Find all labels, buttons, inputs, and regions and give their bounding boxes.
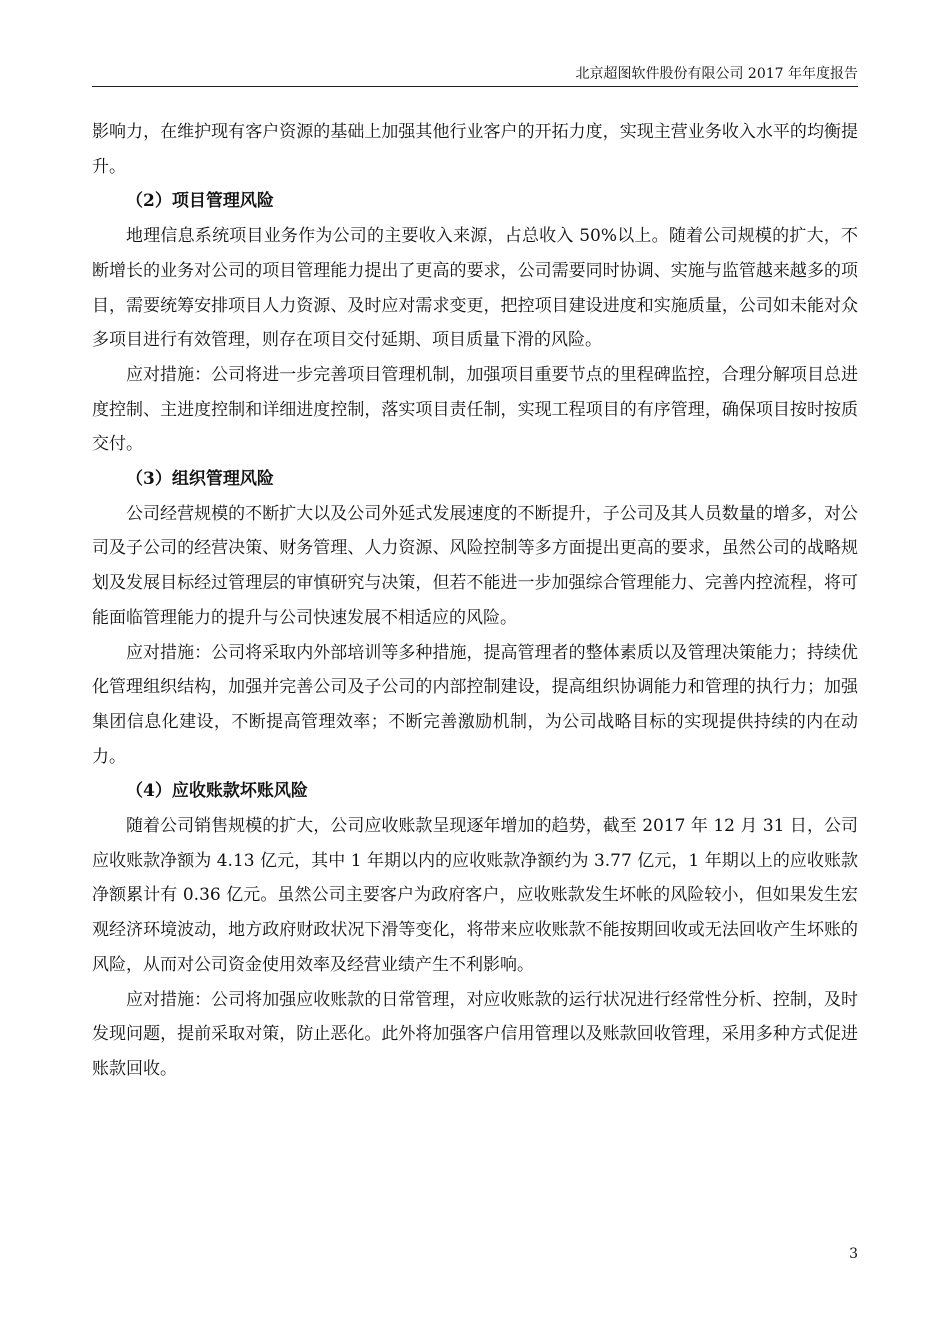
document-body xyxy=(92,115,858,1087)
report-title: 北京超图软件股份有限公司 2017 年年度报告 xyxy=(575,66,858,82)
paragraph-organization-management-measures: 应对措施：公司将采取内外部培训等多种措施，提高管理者的整体素质以及管理决策能力；持续优化管理组织结构，加强并完善公司及子公司的内部控制建设，提高组织协调能力和管理的执行力；加强集团信息化建设，不断提高管理效率；不断完善激励机制，为公司战略目标的实现提供持续的内在动力。 xyxy=(92,642,858,767)
paragraph-project-management-measures: 应对措施：公司将进一步完善项目管理机制，加强项目重要节点的里程碑监控，合理分解项目总进度控制、主进度控制和详细进度控制，落实项目责任制，实现工程项目的有序管理，确保项目按时按质交付。 xyxy=(92,364,858,455)
paragraph-receivables-bad-debt-risk: 随着公司销售规模的扩大，公司应收账款呈现逐年增加的趋势，截至 2017 年 12 月 31 日，公司应收账款净额为 4.13 亿元，其中 1 年期以内的应收账款净额约为 3.77 亿元，1 年期以上的应收账款净额累计有 0.36 亿元。虽然公司主要客户为政府客户，应收账款发生坏帐的风险较小，但如果发生宏观经济环境波动，地方政府财政状况下滑等变化，将带来应收账款不能按期回收或无法回收产生坏账的风险，从而对公司资金使用效率及经营业绩产生不利影响。 xyxy=(92,816,858,975)
section-heading-project-management-risk: （2）项目管理风险 xyxy=(126,191,274,212)
section-heading-receivables-bad-debt-risk: （4）应收账款坏账风险 xyxy=(126,781,308,802)
paragraph-organization-management-risk: 公司经营规模的不断扩大以及公司外延式发展速度的不断提升，子公司及其人员数量的增多，对公司及子公司的经营决策、财务管理、人力资源、风险控制等多方面提出更高的要求，虽然公司的战略规划及发展目标经过管理层的审慎研究与决策，但若不能进一步加强综合管理能力、完善内控流程，将可能面临管理能力的提升与公司快速发展不相适应的风险。 xyxy=(92,503,858,628)
paragraph-continued: 影响力，在维护现有客户资源的基础上加强其他行业客户的开拓力度，实现主营业务收入水平的均衡提升。 xyxy=(92,122,858,177)
paragraph-receivables-measures: 应对措施：公司将加强应收账款的日常管理，对应收账款的运行状况进行经常性分析、控制，及时发现问题，提前采取对策，防止恶化。此外将加强客户信用管理以及账款回收管理，采用多种方式促进账款回收。 xyxy=(92,989,858,1079)
section-heading-organization-management-risk: （3）组织管理风险 xyxy=(126,469,274,490)
paragraph-project-management-risk: 地理信息系统项目业务作为公司的主要收入来源，占总收入 50%以上。随着公司规模的扩大，不断增长的业务对公司的项目管理能力提出了更高的要求，公司需要同时协调、实施与监管越来越多的项目，需要统筹安排项目人力资源、及时应对需求变更，把控项目建设进度和实施质量，公司如未能对众多项目进行有效管理，则存在项目交付延期、项目质量下滑的风险。 xyxy=(92,226,858,351)
page-header xyxy=(92,64,858,87)
page-number: 3 xyxy=(849,1246,858,1262)
